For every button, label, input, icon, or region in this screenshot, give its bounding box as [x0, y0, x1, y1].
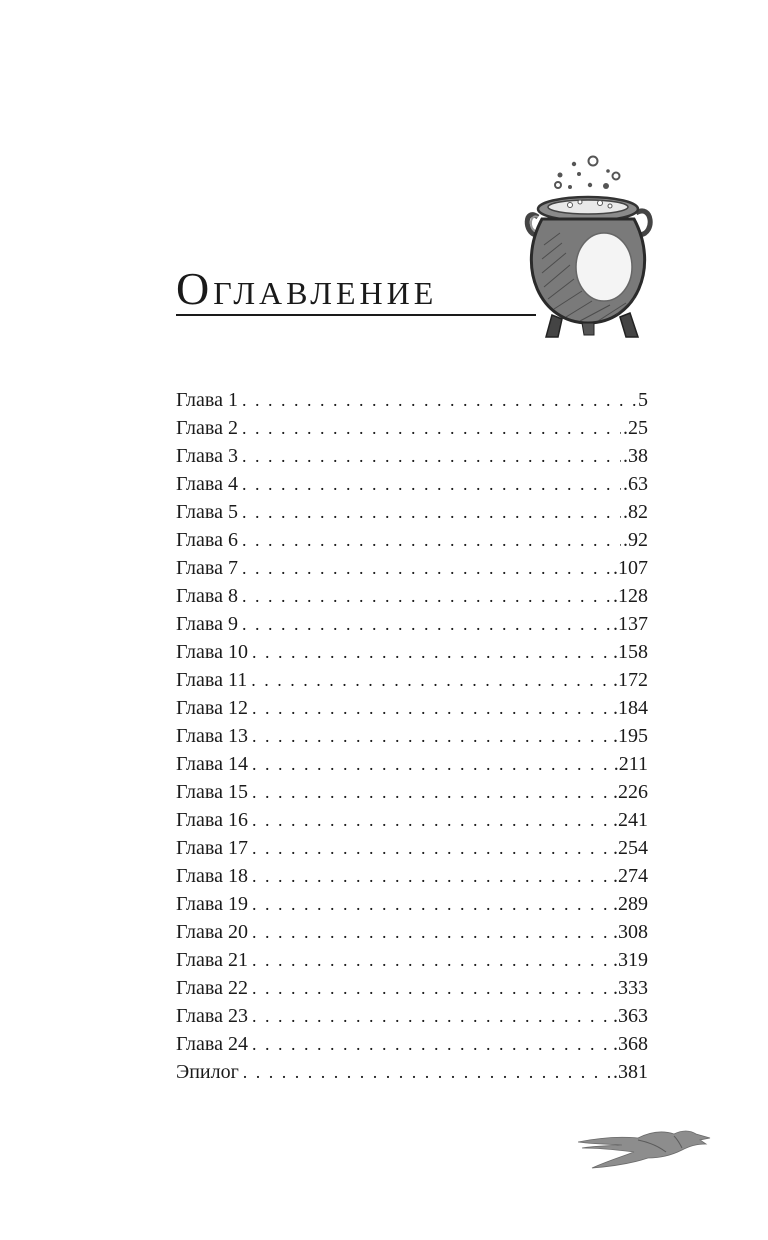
- toc-entry: [176, 694, 648, 722]
- toc-entry-page: .254: [613, 837, 648, 859]
- toc-entry-label: Глава 18: [176, 865, 248, 887]
- toc-leader: [242, 526, 621, 554]
- toc-leader: [242, 582, 611, 610]
- table-of-contents: [176, 386, 648, 1086]
- toc-entry-label: Глава 24: [176, 1033, 248, 1055]
- cauldron-icon: [522, 155, 662, 340]
- toc-entry: [176, 974, 648, 1002]
- toc-entry: [176, 638, 648, 666]
- toc-entry-label: Глава 22: [176, 977, 248, 999]
- toc-entry-page: .274: [613, 865, 648, 887]
- toc-leader: [252, 946, 611, 974]
- toc-entry-page: .158: [613, 641, 648, 663]
- toc-entry: [176, 666, 648, 694]
- toc-entry-page: .319: [613, 949, 648, 971]
- toc-leader: [252, 890, 611, 918]
- toc-entry: [176, 1002, 648, 1030]
- toc-entry-label: Глава 12: [176, 697, 248, 719]
- toc-leader: [242, 442, 621, 470]
- toc-leader: [242, 610, 611, 638]
- toc-entry-page: .241: [613, 809, 648, 831]
- toc-entry-page: .368: [613, 1033, 648, 1055]
- toc-entry-label: Глава 17: [176, 837, 248, 859]
- toc-entry-label: Глава 10: [176, 641, 248, 663]
- toc-entry-label: Глава 4: [176, 473, 238, 495]
- toc-entry: [176, 750, 648, 778]
- toc-entry-page: .184: [613, 697, 648, 719]
- toc-entry-page: .137: [613, 613, 648, 635]
- toc-entry-page: .172: [613, 669, 648, 691]
- dragon-icon: [578, 1128, 718, 1170]
- toc-entry-label: Глава 8: [176, 585, 238, 607]
- toc-entry: [176, 806, 648, 834]
- toc-entry: [176, 946, 648, 974]
- toc-entry-label: Глава 5: [176, 501, 238, 523]
- toc-entry-label: Глава 16: [176, 809, 248, 831]
- toc-leader: [242, 470, 621, 498]
- toc-entry-label: Глава 7: [176, 557, 238, 579]
- toc-entry: [176, 554, 648, 582]
- toc-leader: [242, 386, 636, 414]
- toc-entry-page: .38: [623, 445, 648, 467]
- toc-leader: [252, 834, 611, 862]
- toc-leader: [252, 918, 611, 946]
- toc-entry-label: Глава 2: [176, 417, 238, 439]
- toc-entry: [176, 386, 648, 414]
- toc-entry-page: .82: [623, 501, 648, 523]
- toc-entry-page: .128: [613, 585, 648, 607]
- toc-entry-label: Глава 19: [176, 893, 248, 915]
- toc-entry-page: 5: [638, 389, 648, 411]
- toc-leader: [242, 554, 611, 582]
- toc-entry-label: Глава 13: [176, 725, 248, 747]
- toc-leader: [252, 778, 611, 806]
- toc-entry-label: Глава 21: [176, 949, 248, 971]
- toc-leader: [243, 1058, 611, 1086]
- title-underline: [176, 314, 536, 316]
- toc-entry-label: Глава 11: [176, 669, 248, 691]
- toc-leader: [252, 974, 611, 1002]
- toc-entry-page: .308: [613, 921, 648, 943]
- toc-entry-label: Глава 3: [176, 445, 238, 467]
- toc-entry: [176, 442, 648, 470]
- toc-entry-label: Глава 14: [176, 753, 248, 775]
- toc-entry: [176, 582, 648, 610]
- toc-entry: [176, 610, 648, 638]
- toc-entry-label: Глава 15: [176, 781, 248, 803]
- toc-entry-page: .63: [623, 473, 648, 495]
- toc-leader: [252, 862, 611, 890]
- toc-entry-label: Глава 23: [176, 1005, 248, 1027]
- toc-leader: [252, 806, 611, 834]
- toc-entry: [176, 470, 648, 498]
- toc-entry: [176, 834, 648, 862]
- toc-entry-label: Эпилог: [176, 1061, 239, 1083]
- toc-entry-label: Глава 6: [176, 529, 238, 551]
- toc-entry-label: Глава 20: [176, 921, 248, 943]
- toc-entry: [176, 1030, 648, 1058]
- toc-leader: [252, 722, 611, 750]
- toc-entry: [176, 414, 648, 442]
- toc-entry-page: .211: [613, 753, 648, 775]
- toc-entry-page: .363: [613, 1005, 648, 1027]
- toc-leader: [242, 414, 621, 442]
- toc-leader: [252, 694, 611, 722]
- toc-entry-label: Глава 1: [176, 389, 238, 411]
- toc-entry-page: .226: [613, 781, 648, 803]
- toc-entry-label: Глава 9: [176, 613, 238, 635]
- toc-entry-page: .333: [613, 977, 648, 999]
- toc-leader: [252, 638, 611, 666]
- toc-entry-page: .289: [613, 893, 648, 915]
- toc-entry: [176, 1058, 648, 1086]
- toc-leader: [252, 1030, 611, 1058]
- toc-leader: [242, 498, 621, 526]
- toc-entry-page: .195: [613, 725, 648, 747]
- toc-entry-page: .25: [623, 417, 648, 439]
- toc-entry: [176, 498, 648, 526]
- toc-leader: [252, 1002, 611, 1030]
- toc-entry: [176, 862, 648, 890]
- toc-entry: [176, 526, 648, 554]
- toc-entry-page: .381: [613, 1061, 648, 1083]
- page-title: Оглавление: [176, 263, 438, 314]
- toc-entry: [176, 918, 648, 946]
- toc-entry: [176, 778, 648, 806]
- toc-entry: [176, 722, 648, 750]
- toc-leader: [251, 666, 611, 694]
- toc-entry-page: .92: [623, 529, 648, 551]
- toc-entry: [176, 890, 648, 918]
- toc-entry-page: .107: [613, 557, 648, 579]
- toc-leader: [252, 750, 612, 778]
